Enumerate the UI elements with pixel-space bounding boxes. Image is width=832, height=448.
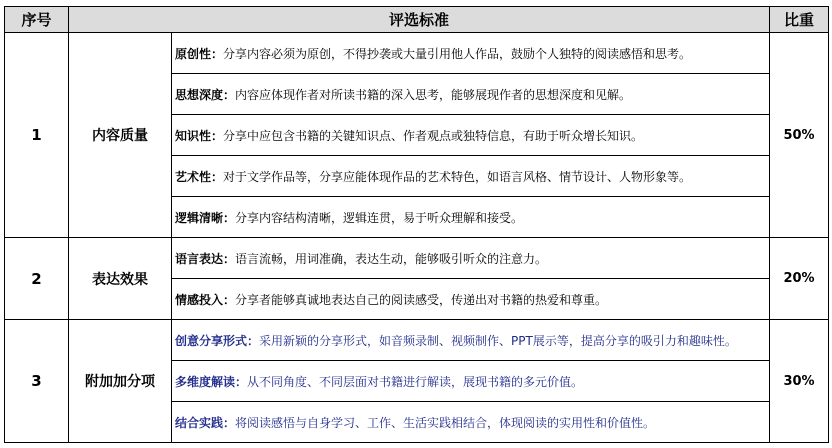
table-row: [5, 33, 829, 74]
criterion-name: 逻辑清晰：: [175, 210, 236, 225]
criterion-name: 结合实践：: [175, 415, 236, 430]
criterion-cell: [172, 279, 770, 320]
criterion-text: 采用新颖的分享形式，如音频录制、视频制作、PPT展示等，提高分享的吸引力和趣味性。: [259, 333, 737, 348]
criterion-name: 多维度解读：: [175, 374, 248, 389]
criterion-cell: [172, 238, 770, 279]
group-category: 附加加分项: [69, 320, 172, 443]
criterion-cell: [172, 197, 770, 238]
group-weight: 20%: [770, 238, 829, 320]
criterion-text: 分享内容结构清晰，逻辑连贯，易于听众理解和接受。: [235, 210, 524, 225]
evaluation-criteria-table: [4, 6, 829, 443]
criterion-name: 原创性：: [175, 46, 224, 61]
criterion-name: 思想深度：: [175, 87, 236, 102]
header-weight: 比重: [770, 7, 829, 33]
criterion-name: 情感投入：: [175, 292, 236, 307]
group-index: 1: [5, 33, 69, 238]
criterion-text: 语言流畅，用词准确，表达生动，能够吸引听众的注意力。: [235, 251, 548, 266]
criterion-name: 知识性：: [175, 128, 224, 143]
criterion-text: 将阅读感悟与自身学习、工作、生活实践相结合，体现阅读的实用性和价值性。: [235, 415, 656, 430]
criterion-cell: [172, 402, 770, 443]
header-row: [5, 7, 829, 33]
criterion-cell: [172, 33, 770, 74]
criterion-name: 语言表达：: [175, 251, 236, 266]
criterion-cell: [172, 115, 770, 156]
group-category: 内容质量: [69, 33, 172, 238]
criterion-cell: [172, 156, 770, 197]
table-row: [5, 238, 829, 279]
table-row: [5, 320, 829, 361]
group-category: 表达效果: [69, 238, 172, 320]
criterion-cell: [172, 320, 770, 361]
header-criteria: 评选标准: [69, 7, 770, 33]
criterion-cell: [172, 74, 770, 115]
criterion-cell: [172, 361, 770, 402]
criterion-text: 对于文学作品等，分享应能体现作品的艺术特色，如语言风格、情节设计、人物形象等。: [223, 169, 692, 184]
criterion-name: 艺术性：: [175, 169, 224, 184]
group-index: 2: [5, 238, 69, 320]
criterion-text: 内容应体现作者对所读书籍的深入思考，能够展现作者的思想深度和见解。: [235, 87, 632, 102]
criterion-text: 分享内容必须为原创，不得抄袭或大量引用他人作品，鼓励个人独特的阅读感悟和思考。: [223, 46, 692, 61]
criterion-text: 从不同角度、不同层面对书籍进行解读，展现书籍的多元价值。: [247, 374, 584, 389]
group-weight: 50%: [770, 33, 829, 238]
group-index: 3: [5, 320, 69, 443]
group-weight: 30%: [770, 320, 829, 443]
criterion-text: 分享者能够真诚地表达自己的阅读感受，传递出对书籍的热爱和尊重。: [235, 292, 608, 307]
criterion-text: 分享中应包含书籍的关键知识点、作者观点或独特信息，有助于听众增长知识。: [223, 128, 644, 143]
criterion-name: 创意分享形式：: [175, 333, 260, 348]
header-index: 序号: [5, 7, 69, 33]
